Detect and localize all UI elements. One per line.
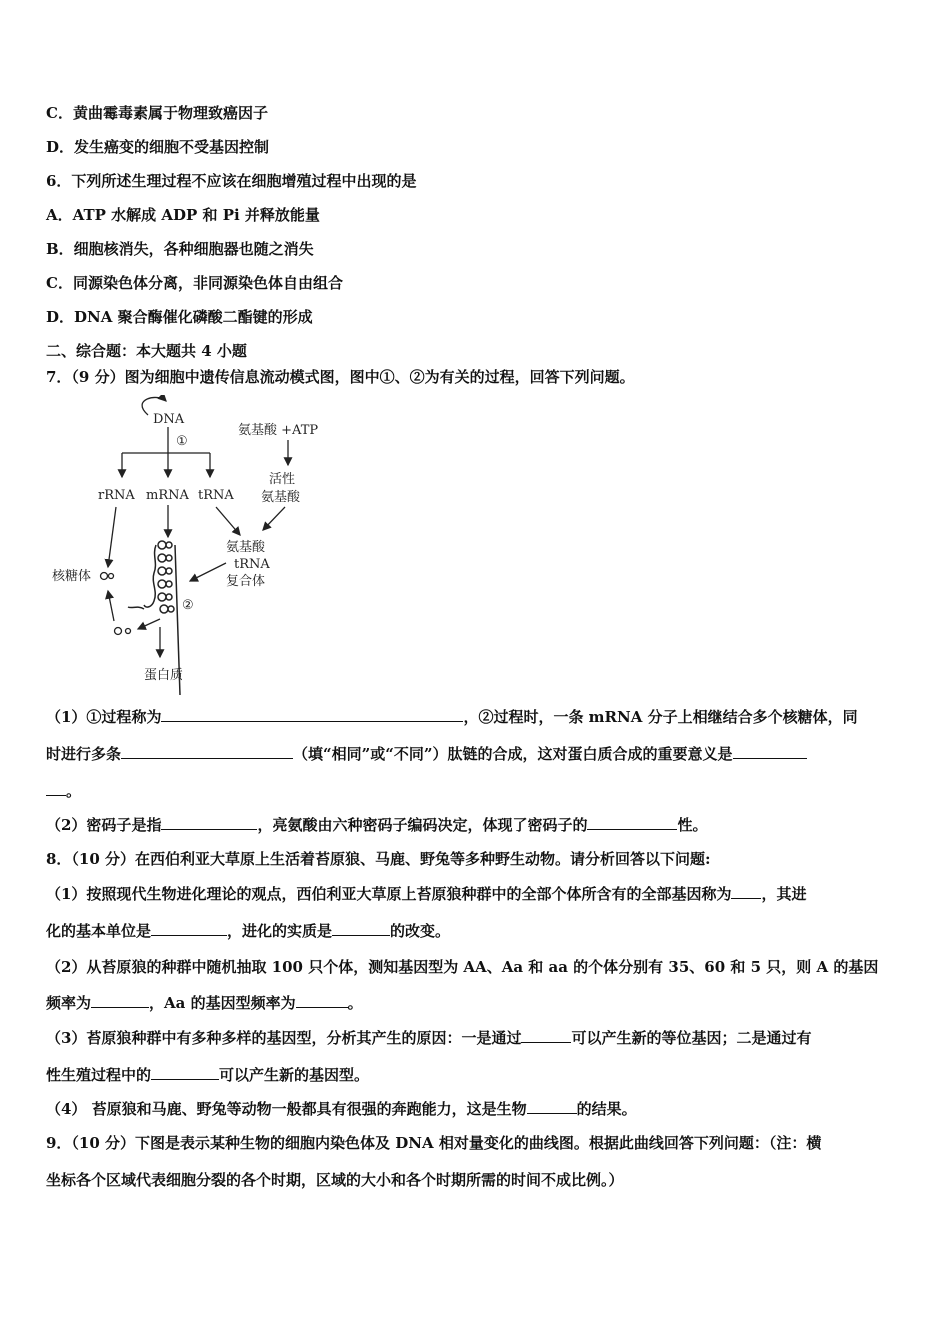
q7-part1-text-b: ，②过程时，一条 mRNA 分子上相继结合多个核糖体，同 [463,708,858,726]
active-amino-acid-label-2: 氨基酸 [261,490,301,505]
q7-part2-text-a: （2）密码子是指 [46,816,162,834]
complex-label-2: tRNA [234,557,270,572]
q7-part1-text-c: 时进行多条 [46,745,122,763]
q8-part1-line2 [46,921,450,941]
q8-blank-8[interactable] [527,1099,577,1114]
q8-blank-6[interactable] [521,1028,571,1043]
q8-part1-text-d: ，进化的实质是 [227,922,333,940]
q7-part1-line1 [46,707,858,727]
q7-part2-text-b: ，亮氨酸由六种密码子编码决定，体现了密码子的 [257,816,588,834]
step-1-label: ① [176,434,188,449]
q7-stem: 7．（9 分）图为细胞中遗传信息流动模式图，图中①、②为有关的过程，回答下列问题。 [46,368,635,386]
q8-part3-line2 [46,1065,369,1085]
q6-option-c: C．同源染色体分离，非同源染色体自由组合 [46,274,343,292]
q8-part3-text-a: （3）苔原狼种群中有多种多样的基因型，分析其产生的原因：一是通过 [46,1029,522,1047]
q9-stem-line2: 坐标各个区域代表细胞分裂的各个时期，区域的大小和各个时期所需的时间不成比例。） [46,1171,624,1189]
q8-part3-text-b: 可以产生新的等位基因；二是通过有 [571,1029,812,1047]
q8-part2-text-c: ，Aa 的基因型频率为 [149,994,296,1012]
q8-part1-text-b: ，其进 [761,885,807,903]
q8-blank-4[interactable] [91,993,149,1008]
q8-blank-1[interactable] [731,884,761,899]
q8-blank-7[interactable] [151,1065,219,1080]
q7-part1-line2 [46,744,807,764]
q7-blank-5[interactable] [587,815,677,830]
q8-blank-2[interactable] [151,921,227,936]
ribosome-label: 核糖体 [52,569,92,584]
q8-blank-3[interactable] [332,921,390,936]
dna-label: DNA [153,412,185,427]
q7-blank-2[interactable] [121,744,293,759]
q8-part1-text-e: 的改变。 [390,922,451,940]
q8-part3-text-c: 性生殖过程中的 [46,1066,152,1084]
q7-part1-text-a: （1）①过程称为 [46,708,162,726]
q8-part2-text-d: 。 [347,994,363,1012]
q7-part1-line3 [46,781,81,801]
step-2-label: ② [182,598,194,613]
q8-part1-text-a: （1）按照现代生物进化理论的观点，西伯利亚大草原上苔原狼种群中的全部个体所含有的全部基因称为 [46,885,732,903]
q6-option-b: B．细胞核消失，各种细胞器也随之消失 [46,240,314,258]
q7-blank-1[interactable] [161,707,463,722]
q7-blank-4[interactable] [161,815,257,830]
q8-part4-line [46,1099,637,1119]
q8-part3-text-d: 可以产生新的基因型。 [219,1066,370,1084]
q7-blank-3-continued[interactable] [46,781,66,796]
gene-expression-diagram [48,395,348,695]
complex-label-1: 氨基酸 [226,540,266,555]
mrna-label: mRNA [146,488,189,503]
q6-option-d: D．DNA 聚合酶催化磷酸二酯键的形成 [46,308,313,326]
amino-acid-atp-label: 氨基酸 +ATP [238,423,319,438]
q5-option-c: C．黄曲霉毒素属于物理致癌因子 [46,104,268,122]
q8-part4-text-a: （4） 苔原狼和马鹿、野兔等动物一般都具有很强的奔跑能力，这是生物 [46,1100,527,1118]
q8-blank-5[interactable] [296,993,348,1008]
q7-part2-line [46,815,707,835]
trna-label: tRNA [198,488,234,503]
q7-part1-text-e: 。 [66,782,82,800]
q9-stem-line1: 9．（10 分）下图是表示某种生物的细胞内染色体及 DNA 相对量变化的曲线图。根据此曲线回答下列问题：（注：横 [46,1134,822,1152]
q8-part1-line1 [46,884,806,904]
section-heading: 二、综合题：本大题共 4 小题 [46,342,247,360]
rrna-label: rRNA [98,488,135,503]
q6-option-a: A．ATP 水解成 ADP 和 Pi 并释放能量 [46,206,320,224]
q7-part2-text-c: 性。 [677,816,708,834]
q6-stem: 6．下列所述生理过程不应该在细胞增殖过程中出现的是 [46,172,417,190]
q8-stem: 8．（10 分）在西伯利亚大草原上生活着苔原狼、马鹿、野兔等多种野生动物。请分析回答以下问题: [46,850,711,868]
q7-part1-text-d: （填“相同”或“不同”）肽链的合成，这对蛋白质合成的重要意义是 [293,745,733,763]
q8-part3-line1 [46,1028,811,1048]
protein-label: 蛋白质 [144,668,184,683]
q8-part4-text-b: 的结果。 [576,1100,637,1118]
q8-part2-line1: （2）从苔原狼的种群中随机抽取 100 只个体，测知基因型为 AA、Aa 和 aa 的个体分别有 35、60 和 5 只，则 A 的基因 [46,958,879,976]
active-amino-acid-label-1: 活性 [269,472,296,487]
q8-part1-text-c: 化的基本单位是 [46,922,152,940]
q8-part2-line2 [46,993,363,1013]
complex-label-3: 复合体 [226,574,266,589]
q5-option-d: D．发生癌变的细胞不受基因控制 [46,138,270,156]
q7-blank-3[interactable] [733,744,807,759]
q8-part2-text-b: 频率为 [46,994,92,1012]
